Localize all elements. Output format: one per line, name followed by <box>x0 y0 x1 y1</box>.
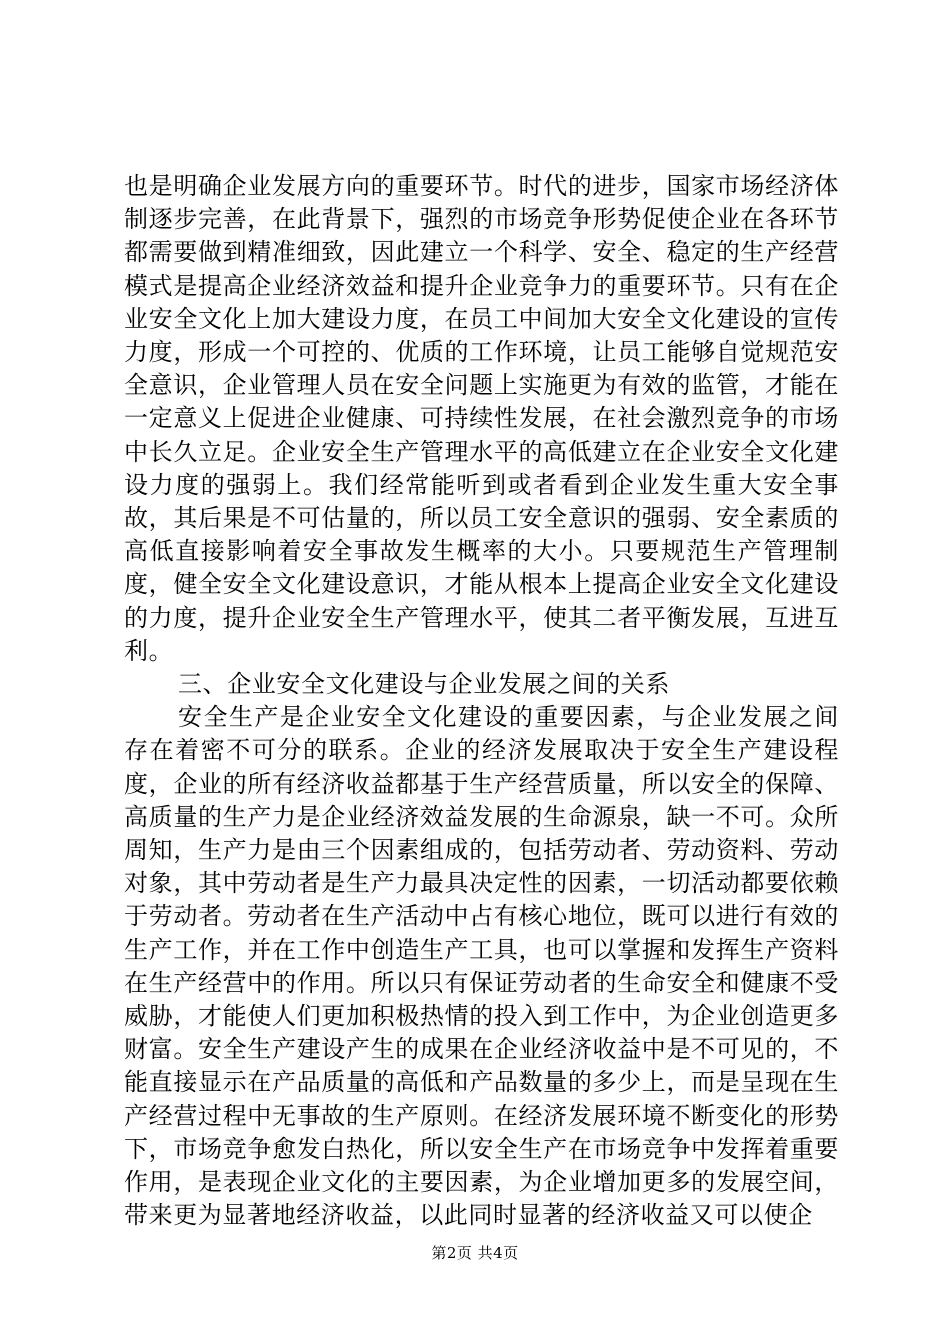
document-body <box>124 170 839 1233</box>
section-heading: 三、企业安全文化建设与企业发展之间的关系 <box>178 670 670 699</box>
body-paragraph-1: 也是明确企业发展方向的重要环节。时代的进步，国家市场经济体制逐步完善，在此背景下，强烈的市场竞争形势促使企业在各环节都需要做到精准细致，因此建立一个科学、安全、稳定的生产经营模式是提高企业经济效益和提升企业竞争力的重要环节。只有在企业安全文化上加大建设力度，在员工中间加大安全文化建设的宣传力度，形成一个可控的、优质的工作环境，让员工能够自觉规范安全意识，企业管理人员在安全问题上实施更为有效的监管，才能在一定意义上促进企业健康、可持续性发展，在社会激烈竞争的市场中长久立足。企业安全生产管理水平的高低建立在企业安全文化建设力度的强弱上。我们经常能听到或者看到企业发生重大安全事故，其后果是不可估量的，所以员工安全意识的强弱、安全素质的高低直接影响着安全事故发生概率的大小。只要规范生产管理制度，健全安全文化建设意识，才能从根本上提高企业安全文化建设的力度，提升企业安全生产管理水平，使其二者平衡发展，互进互利。 <box>124 172 839 665</box>
body-paragraph-2: 安全生产是企业安全文化建设的重要因素，与企业发展之间存在着密不可分的联系。企业的经济发展取决于安全生产建设程度，企业的所有经济收益都基于生产经营质量，所以安全的保障、高质量的生产力是企业经济效益发展的生命源泉，缺一不可。众所周知，生产力是由三个因素组成的，包括劳动者、劳动资料、劳动对象，其中劳动者是生产力最具决定性的因素，一切活动都要依赖于劳动者。劳动者在生产活动中占有核心地位，既可以进行有效的生产工作，并在工作中创造生产工具，也可以掌握和发挥生产资料在生产经营中的作用。所以只有保证劳动者的生命安全和健康不受威胁，才能使人们更加积极热情的投入到工作中，为企业创造更多财富。安全生产建设产生的成果在企业经济收益中是不可见的，不能直接显示在产品质量的高低和产品数量的多少上，而是呈现在生产经营过程中无事故的生产原则。在经济发展环境不断变化的形势下，市场竞争愈发白热化，所以安全生产在市场竞争中发挥着重要作用，是表现企业文化的主要因素，为企业增加更多的发展空间，带来更为显著地经济收益，以此同时显著的经济收益又可以使企 <box>124 703 839 1230</box>
page-number-footer: 第2页 共4页 <box>431 1244 519 1262</box>
